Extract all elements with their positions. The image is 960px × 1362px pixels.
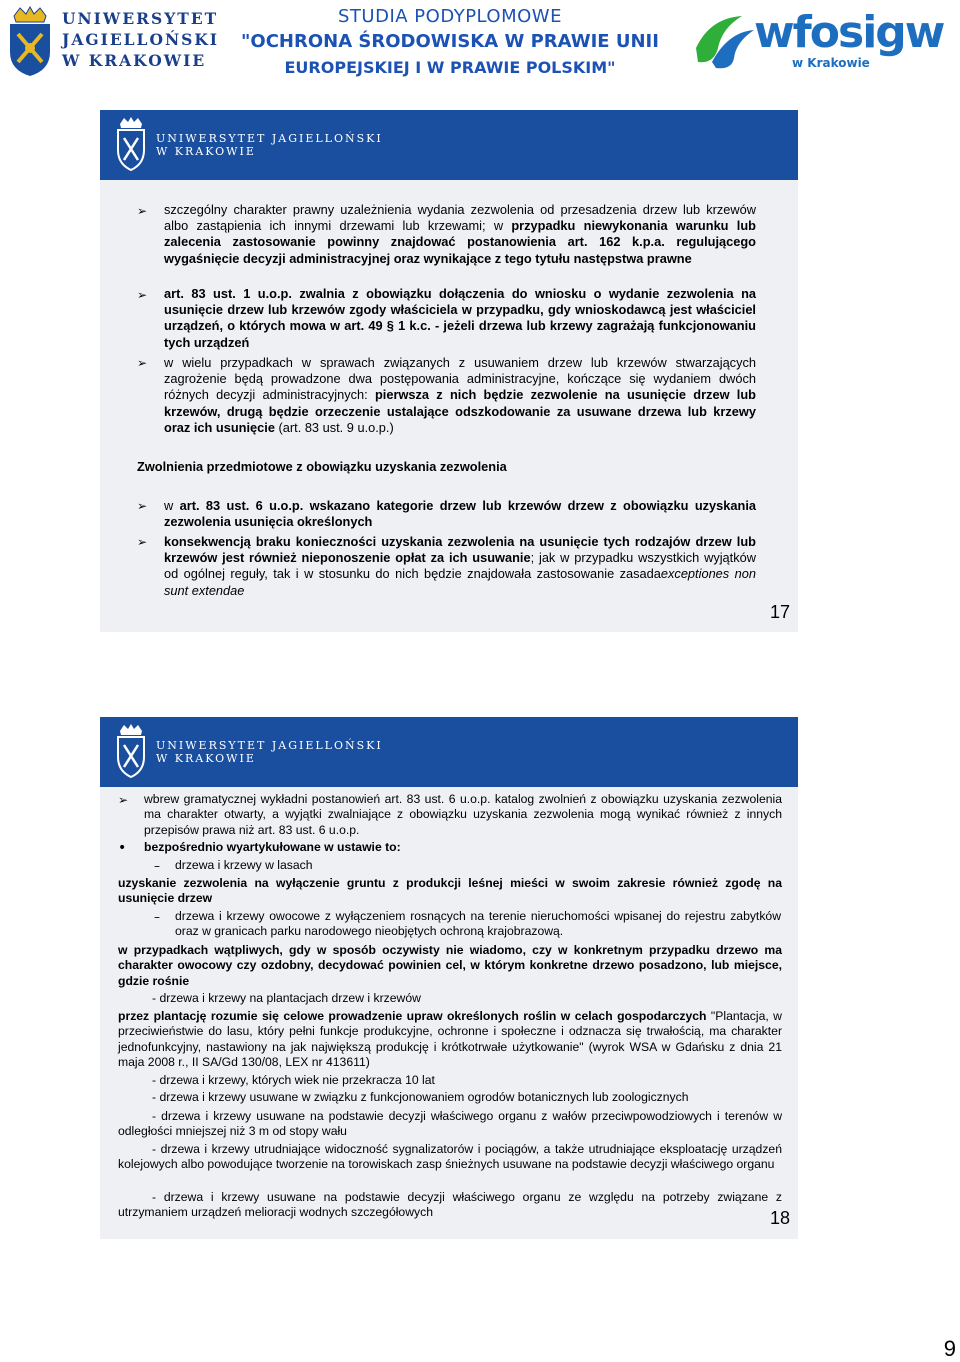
section-heading: Zwolnienia przedmiotowe z obowiązku uzyskania zezwolenia bbox=[137, 459, 507, 474]
list-item: w art. 83 ust. 6 u.o.p. wskazano kategorie drzew lub krzewów drzew z obowiązku uzyskania zezwolenia usunięcia określonych bbox=[164, 498, 756, 530]
uj-crest-icon bbox=[116, 116, 146, 172]
list-item: bezpośrednio wyartykułowane w ustawie to: bbox=[144, 840, 401, 854]
slide-header-bar bbox=[100, 717, 798, 787]
uj-name: UNIWERSYTET JAGIELLOŃSKI W KRAKOWIE bbox=[62, 9, 220, 70]
slide-page-number: 17 bbox=[770, 602, 791, 622]
list-line: - drzewa i krzewy usuwane na podstawie decyzji właściwego organu z wałów przeciwpowodziowych i terenów w odległości mniejszej niż 3 m od stopy wału bbox=[118, 1109, 782, 1139]
slide-page-number: 18 bbox=[770, 1208, 791, 1228]
sub-item: drzewa i krzewy w lasach bbox=[175, 858, 313, 872]
arrow-bullet-icon: ➢ bbox=[137, 356, 148, 370]
list-line: - drzewa i krzewy usuwane w związku z funkcjonowaniem ogrodów botanicznych lub zoologicznych bbox=[152, 1090, 689, 1104]
slide-bar-name: UNIWERSYTET JAGIELLOŃSKI W KRAKOWIE bbox=[156, 132, 383, 158]
list-item: szczególny charakter prawny uzależnienia wydania zezwolenia od przesadzenia drzew lub krzewów albo zastąpienia ich innymi drzewami lub krzewami; w przypadku niewykonania warunku lub zalecenia zastosowanie powinny znajdować postanowienia art. 162 k.p.a. regulującego wygaśnięcie decyzji administracyjnej oraz wynikające z tego tytułu następstwa prawne bbox=[164, 202, 756, 266]
uj-logo bbox=[6, 4, 220, 78]
list-item: konsekwencją braku konieczności uzyskania zezwolenia na usunięcie tych rodzajów drzew lub krzewów jest również nieponoszenie opłat za ich usuwanie; jak w przypadku wszystkich wyjątków od ogólnej reguły, tak i w stosunku do nich będzie znajdowała zastosowanie zasadaexceptiones non sunt extendae bbox=[164, 534, 756, 598]
dot-bullet-icon: • bbox=[118, 840, 127, 856]
uj-crest-icon bbox=[6, 6, 54, 78]
wave-drop-icon bbox=[692, 12, 756, 72]
list-item: wbrew gramatycznej wykładni postanowień art. 83 ust. 6 u.o.p. katalog zwolnień z obowiązku uzyskania zezwolenia ma charakter otwarty, a wyjątki zwalniające z obowiązku uzyskania zezwolenia mogą wynikać również z innych przepisów prawa niż art. 83 ust. 6 u.o.p. bbox=[144, 792, 782, 837]
list-line: - drzewa i krzewy na plantacjach drzew i krzewów bbox=[152, 991, 421, 1005]
dash-bullet-icon: – bbox=[154, 910, 160, 924]
arrow-bullet-icon: ➢ bbox=[137, 288, 148, 302]
sub-item: drzewa i krzewy owocowe z wyłączeniem rosnących na terenie nieruchomości wpisanej do rejestru zabytków oraz w granicach parku narodowego nieobjętych ochroną krajobrazową. bbox=[175, 909, 781, 939]
arrow-bullet-icon: ➢ bbox=[137, 535, 148, 549]
list-line: - drzewa i krzewy usuwane na podstawie decyzji właściwego organu ze względu na potrzeby związane z utrzymaniem urządzeń melioracji wodnych szczegółowych bbox=[118, 1190, 782, 1220]
list-item: w wielu przypadkach w sprawach związanych z usuwaniem drzew lub krzewów stwarzających zagrożenie będą prowadzone dwa postępowania administracyjne, kończące się wydaniem dwóch różnych decyzji administracyjnych: pierwsza z nich będzie zezwolenie na usunięcie drzew lub krzewów, drugą będzie orzeczenie ustalające odszkodowanie za usuwane drzewa lub krzewy oraz ich usunięcie (art. 83 ust. 9 u.o.p.) bbox=[164, 355, 756, 435]
page-number: 9 bbox=[943, 1336, 956, 1361]
arrow-bullet-icon: ➢ bbox=[118, 793, 129, 807]
arrow-bullet-icon: ➢ bbox=[137, 499, 148, 513]
paragraph: w przypadkach wątpliwych, gdy w sposób oczywisty nie wiadomo, czy w konkretnym przypadku drzewo ma charakter owocowy czy ozdobny, decydować powinien cel, w którym konkretne drzewo posadzono, lub miejsce, gdzie rośnie bbox=[118, 943, 782, 988]
course-title: STUDIA PODYPLOMOWE "OCHRONA ŚRODOWISKA W PRAWIE UNII EUROPEJSKIEJ I W PRAWIE POLSKIM" bbox=[241, 6, 659, 77]
wfosigw-logo: wfosigw w Krakowie bbox=[692, 6, 922, 76]
list-line: - drzewa i krzewy utrudniające widoczność sygnalizatorów i pociągów, a także utrudniające eksploatację urządzeń kolejowych albo powodujące tworzenie na torowiskach zasp śnieżnych usuwane na podstawie decyzji właściwego organu bbox=[118, 1142, 782, 1172]
paragraph: uzyskanie zezwolenia na wyłączenie gruntu z produkcji leśnej mieści w swoim zakresie również zgodę na usunięcie drzew bbox=[118, 876, 782, 906]
arrow-bullet-icon: ➢ bbox=[137, 204, 148, 218]
list-item: art. 83 ust. 1 u.o.p. zwalnia z obowiązku dołączenia do wniosku o wydanie zezwolenia na usunięcie drzew lub krzewów zgody właściciela w przypadku, gdy wnioskodawcą jest właściciel urządzeń, o których mowa w art. 49 § 1 k.c. - jeżeli drzewa lub krzewy zagrażają funkcjonowaniu tych urządzeń bbox=[164, 286, 756, 350]
list-line: - drzewa i krzewy, których wiek nie przekracza 10 lat bbox=[152, 1073, 435, 1087]
slide-bar-name: UNIWERSYTET JAGIELLOŃSKI W KRAKOWIE bbox=[156, 739, 383, 765]
uj-crest-icon bbox=[116, 723, 146, 779]
dash-bullet-icon: – bbox=[154, 859, 160, 873]
slide-header-bar bbox=[100, 110, 798, 180]
paragraph: przez plantację rozumie się celowe prowadzenie upraw określonych roślin w celach gospodarczych "Plantacja, w przeciwieństwie do lasu, który pełni funkcje produkcyjne, ochronne i społeczne i odznacza się trwałością, ma charakter jednofunkcyjny, nastawiony na jak największą produkcję i krótkotrwałe użytkowanie" (wyrok WSA w Gdańsku z dnia 21 maja 2008 r., II SA/Gd 130/08, LEX nr 413611) bbox=[118, 1009, 782, 1070]
